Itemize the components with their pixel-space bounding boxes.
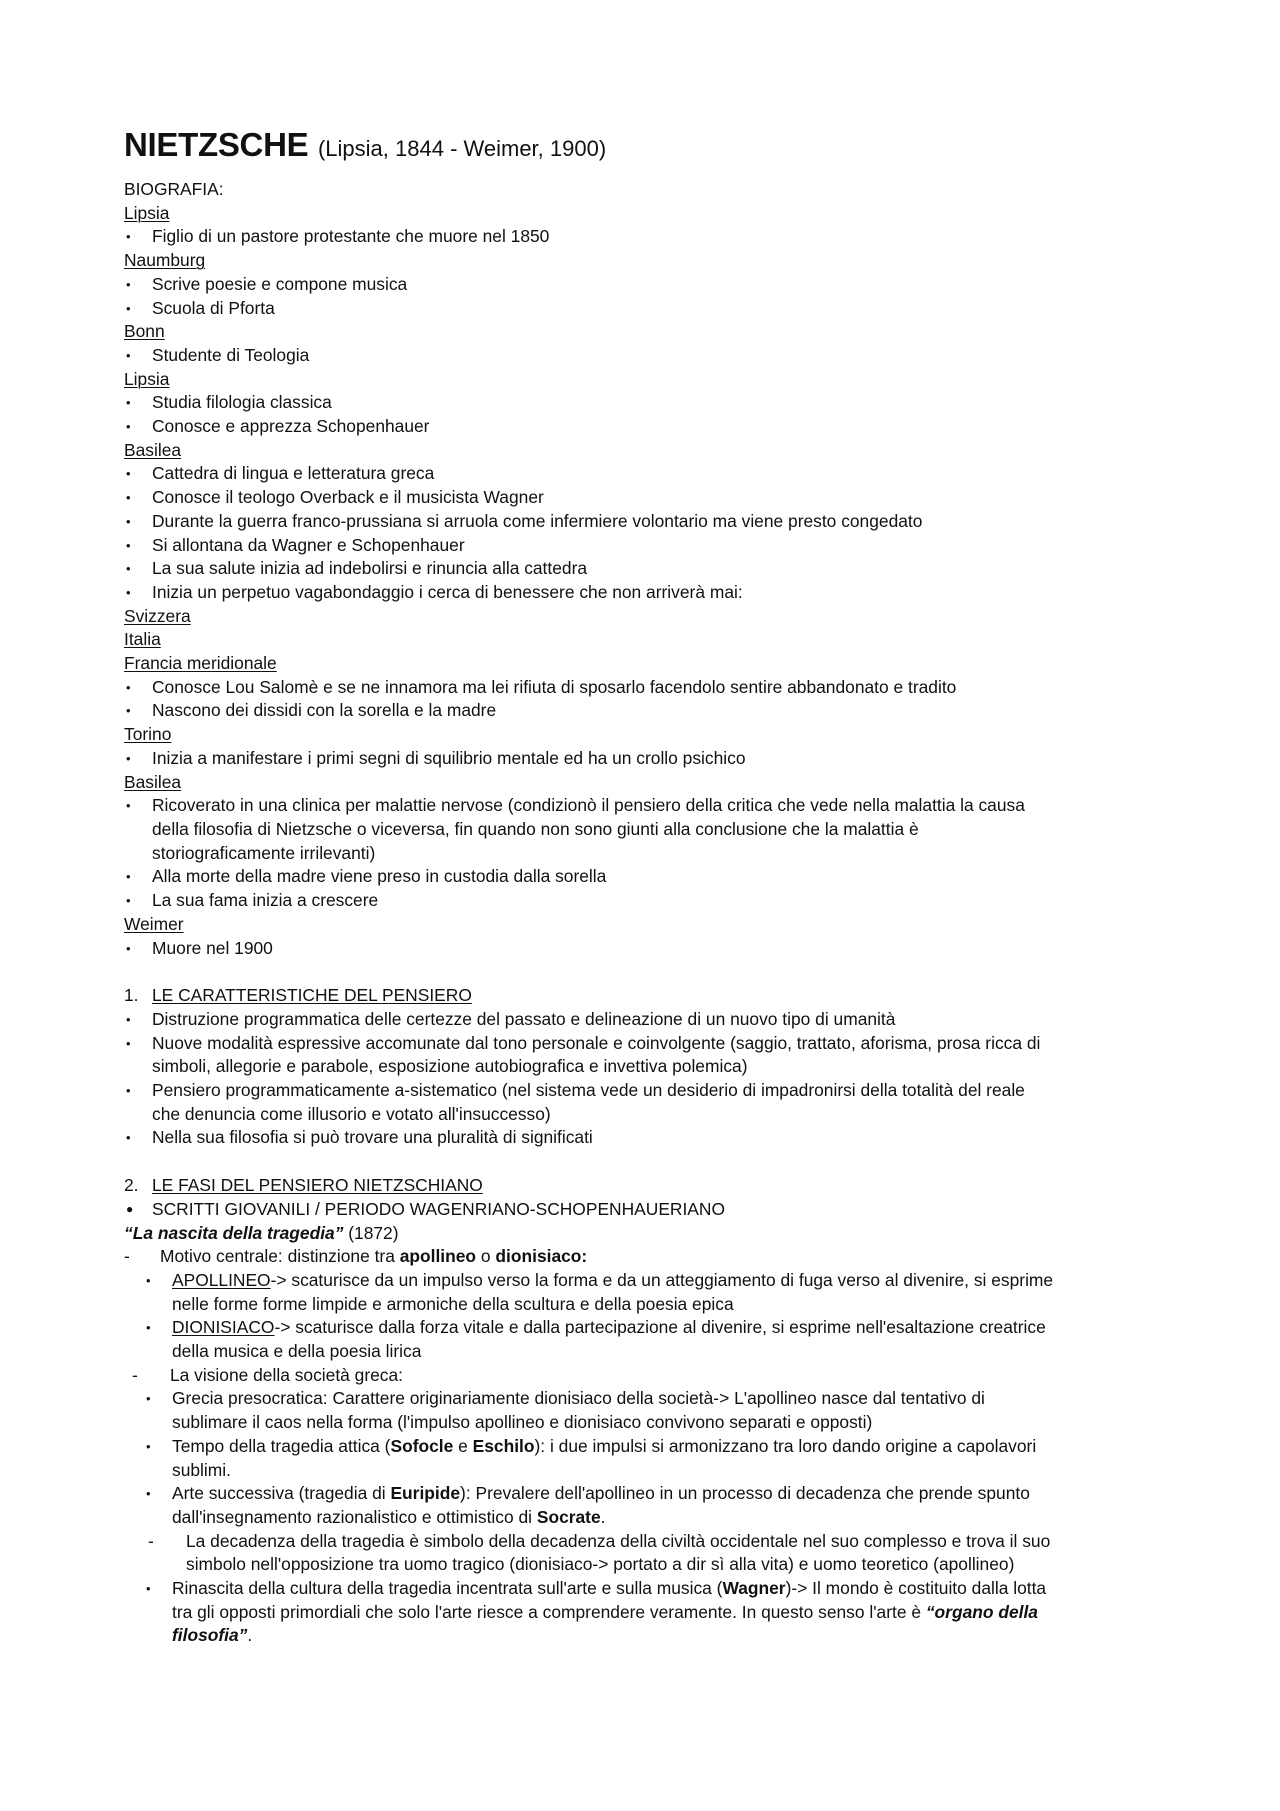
location-label: Torino <box>124 724 172 745</box>
list-item: • La sua salute inizia ad indebolirsi e rinuncia alla cattedra <box>124 557 1184 581</box>
location-label: Weimer <box>124 913 184 934</box>
list-item: • Grecia presocratica: Carattere originariamente dionisiaco della società-> L'apollineo nasce dal tentativo di sublimare il caos nella forma (l'impulso apollineo e dionisiaco convivono separati e opposti) <box>144 1387 1184 1434</box>
section-heading: 1. LE CARATTERISTICHE DEL PENSIERO <box>124 985 472 1006</box>
list-item: • Conosce il teologo Overback e il musicista Wagner <box>124 486 1184 510</box>
list-item: • Inizia un perpetuo vagabondaggio i cerca di benessere che non arriverà mai: <box>124 581 1184 605</box>
location-label: Italia <box>124 629 161 650</box>
list-item: • Conosce e apprezza Schopenhauer <box>124 415 1184 439</box>
list-item: • Studente di Teologia <box>124 344 1184 368</box>
list-item: • Figlio di un pastore protestante che muore nel 1850 <box>124 225 1184 249</box>
list-item: • Arte successiva (tragedia di Euripide): Prevalere dell'apollineo in un processo di decadenza che prende spunto dall'insegnamento razionalistico e ottimistico di Socrate. <box>144 1482 1184 1529</box>
document-title <box>124 126 1184 168</box>
list-item: • Studia filologia classica <box>124 391 1184 415</box>
list-item: • Cattedra di lingua e letteratura greca <box>124 462 1184 486</box>
list-item: • Ricoverato in una clinica per malattie nervose (condizionò il pensiero della critica che vede nella malattia la causa della filosofia di Nietzsche o viceversa, fin quando non sono giunti alla conclusione che la malattia è storiograficamente irrilevanti) <box>124 794 1184 865</box>
list-item: • Muore nel 1900 <box>124 937 1184 961</box>
list-item: • Rinascita della cultura della tragedia incentrata sull'arte e sulla musica (Wagner)-> Il mondo è costituito dalla lotta tra gli opposti primordiali che solo l'arte riesce a comprendere veramente. In questo senso l'arte è “organo della filosofia”. <box>144 1577 1184 1648</box>
title-main: NIETZSCHE <box>124 126 309 163</box>
list-item: • DIONISIACO-> scaturisce dalla forza vitale e dalla partecipazione al divenire, si esprime nell'esaltazione creatrice della musica e della poesia lirica <box>144 1316 1184 1363</box>
location-label: Lipsia <box>124 368 170 389</box>
document-page <box>124 126 1184 1648</box>
list-item: • Alla morte della madre viene preso in custodia dalla sorella <box>124 865 1184 889</box>
list-item: • Pensiero programmaticamente a-sistematico (nel sistema vede un desiderio di impadronirsi della totalità del reale che denuncia come illusorio e votato all'insuccesso) <box>124 1079 1184 1126</box>
list-item: • Conosce Lou Salomè e se ne innamora ma lei rifiuta di sposarlo facendolo sentire abbandonato e tradito <box>124 676 1184 700</box>
location-label: Bonn <box>124 321 165 342</box>
title-subtitle: (Lipsia, 1844 - Weimer, 1900) <box>317 136 607 161</box>
phase-heading: ● SCRITTI GIOVANILI / PERIODO WAGENRIANO-SCHOPENHAUERIANO <box>124 1198 1184 1222</box>
list-item: • La sua fama inizia a crescere <box>124 889 1184 913</box>
dash-item: - La decadenza della tragedia è simbolo della decadenza della civiltà occidentale nel suo complesso e trova il suo simbolo nell'opposizione tra uomo tragico (dionisiaco-> portato a dir sì alla vita) e uomo teoretico (apollineo) <box>148 1530 1184 1577</box>
location-label: Francia meridionale <box>124 653 277 674</box>
location-label: Basilea <box>124 771 182 792</box>
location-label: Lipsia <box>124 202 170 223</box>
list-item: • Tempo della tragedia attica (Sofocle e Eschilo): i due impulsi si armonizzano tra loro dando origine a capolavori sublimi. <box>144 1435 1184 1482</box>
location-label: Svizzera <box>124 605 191 626</box>
list-item: • Nascono dei dissidi con la sorella e la madre <box>124 699 1184 723</box>
list-item: • Inizia a manifestare i primi segni di squilibrio mentale ed ha un crollo psichico <box>124 747 1184 771</box>
dash-item: - Motivo centrale: distinzione tra apollineo o dionisiaco: <box>124 1245 1184 1269</box>
list-item: • Scrive poesie e compone musica <box>124 273 1184 297</box>
section-heading: 2. LE FASI DEL PENSIERO NIETZSCHIANO <box>124 1175 483 1196</box>
list-item: • Durante la guerra franco-prussiana si arruola come infermiere volontario ma viene presto congedato <box>124 510 1184 534</box>
list-item: • Distruzione programmatica delle certezze del passato e delineazione di un nuovo tipo di umanità <box>124 1008 1184 1032</box>
dash-item: - La visione della società greca: <box>132 1364 1184 1388</box>
section-phases <box>124 1174 1184 1648</box>
list-item: • Nuove modalità espressive accomunate dal tono personale e coinvolgente (saggio, trattato, aforisma, prosa ricca di simboli, allegorie e parabole, esposizione autobiografica e invettiva polemica) <box>124 1032 1184 1079</box>
location-label: Naumburg <box>124 250 206 271</box>
work-title: “La nascita della tragedia” (1872) <box>124 1222 399 1243</box>
list-item: • Scuola di Pforta <box>124 297 1184 321</box>
list-item: • APOLLINEO-> scaturisce da un impulso verso la forma e da un atteggiamento di fuga verso al divenire, si esprime nelle forme forme limpide e armoniche della scultura e della poesia epica <box>144 1269 1184 1316</box>
biography-section <box>124 178 1184 960</box>
list-item: • Nella sua filosofia si può trovare una pluralità di significati <box>124 1126 1184 1150</box>
location-label: Basilea <box>124 439 182 460</box>
section-characteristics <box>124 984 1184 1150</box>
biography-heading: BIOGRAFIA: <box>124 179 224 199</box>
list-item: • Si allontana da Wagner e Schopenhauer <box>124 534 1184 558</box>
